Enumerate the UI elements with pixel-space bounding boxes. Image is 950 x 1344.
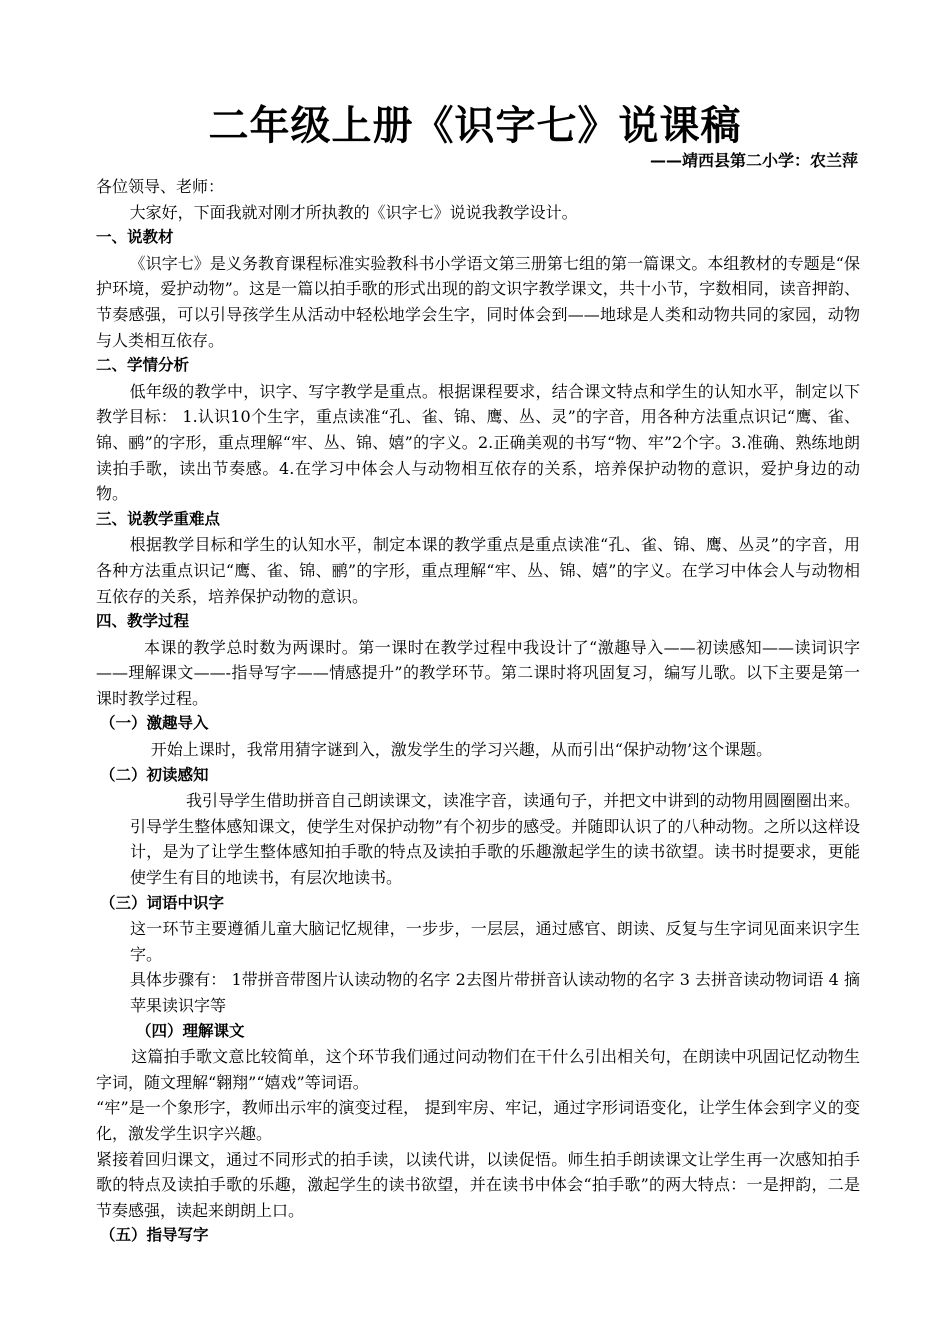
- greeting: 各位领导、老师：: [96, 177, 225, 196]
- paragraph-materials: 《识字七》是义务教育课程标准实验教科书小学语文第三册第七组的第一篇课文。本组教材的专题是“保护环境，爱护动物”。这是一篇以拍手歌的形式出现的韵文识字教学课文，共十小节，字数相同，读音押韵、节奏感强，可以引导孩学生从活动中轻松地学会生字，同时体会到——地球是人类和动物共同的家园，动物与人类相互依存。: [96, 253, 860, 350]
- paragraph-subsection-4a: 这篇拍手歌文意比较简单，这个环节我们通过问动物们在干什么引出相关句，在朗读中巩固记忆动物生字词，随文理解“翱翔”“嬉戏”等词语。: [96, 1047, 860, 1092]
- paragraph-subsection-4b: “牢”是一个象形字，教师出示牢的演变过程， 提到牢房、牢记，通过字形词语变化，让学生体会到字义的变化，激发学生识字兴趣。: [96, 1098, 860, 1143]
- section-heading-analysis: 二、学情分析: [96, 356, 190, 375]
- intro-paragraph: 大家好，下面我就对刚才所执教的《识字七》说说我教学设计。: [129, 202, 578, 222]
- subsection-heading-1: （一）激趣导入: [100, 714, 209, 733]
- page-title: 二年级上册《识字七》说课稿: [208, 103, 742, 149]
- subsection-heading-4: （四）理解课文: [136, 1021, 245, 1040]
- section-heading-process: 四、教学过程: [96, 612, 190, 631]
- paragraph-key-points: 根据教学目标和学生的认知水平，制定本课的教学重点是重点读准“孔、雀、锦、鹰、丛灵”的字音，用各种方法重点识记“鹰、雀、锦、鹂”的字形，重点理解“牢、丛、锦、嬉”的字义。在学习中体会人与动物相互依存的关系，培养保护动物的意识。: [96, 535, 860, 606]
- paragraph-subsection-4c: 紧接着回归课文，通过不同形式的拍手读，以读代讲，以读促悟。师生拍手朗读课文让学生再一次感知拍手歌的特点及读拍手歌的乐趣，激起学生的读书欲望，并在读书中体会“拍手歌”的两大特点：一是押韵，二是节奏感强，读起来朗朗上口。: [96, 1149, 860, 1220]
- section-heading-materials: 一、说教材: [96, 228, 174, 247]
- subsection-heading-5: （五）指导写字: [100, 1226, 209, 1245]
- subsection-heading-3: （三）词语中识字: [100, 893, 225, 912]
- document-body: [96, 174, 860, 1249]
- paragraph-subsection-1: 开始上课时，我常用猜字谜到入，激发学生的学习兴趣，从而引出“保护动物’这个课题。: [150, 740, 773, 760]
- paragraph-subsection-3a: 这一环节主要遵循儿童大脑记忆规律，一步步，一层层，通过感官、朗读、反复与生字词见面来识字生字。: [130, 919, 860, 964]
- subsection-heading-2: （二）初读感知: [100, 765, 209, 784]
- section-heading-key-points: 三、说教学重难点: [96, 509, 221, 528]
- paragraph-analysis: 低年级的教学中，识字、写字教学是重点。根据课程要求，结合课文特点和学生的认知水平，制定以下教学目标： 1.认识10个生字，重点读准“孔、雀、锦、鹰、丛、灵”的字音，用各种方法重点识记“鹰、雀、锦、鹂”的字形，重点理解“牢、丛、锦、嬉”的字义。2.正确美观的书写“物、牢”2个字。3.准确、熟练地朗读拍手歌，读出节奏感。4.在学习中体会人与动物相互依存的关系，培养保护动物的意识，爱护身边的动物。: [96, 381, 860, 504]
- paragraph-process: 本课的教学总时数为两课时。第一课时在教学过程中我设计了“激趣导入——初读感知——读词识字——理解课文——-指导写字——情感提升”的教学环节。第二课时将巩固复习，编写儿歌。以下主要是第一课时教学过程。: [96, 637, 860, 708]
- paragraph-subsection-3b: 具体步骤有： 1带拼音带图片认读动物的名字 2去图片带拼音认读动物的名字 3 去拼音读动物词语 4 摘苹果读识字等: [130, 970, 860, 1015]
- author-byline: ——靖西县第二小学：农兰萍: [649, 151, 858, 170]
- paragraph-subsection-2: 我引导学生借助拼音自己朗读课文，读准字音，读通句子，并把文中讲到的动物用圆圈圈出来。引导学生整体感知课文，使学生对保护动物”有个初步的感受。并随即认识了的八种动物。之所以这样设计，是为了让学生整体感知拍手歌的特点及读拍手歌的乐趣激起学生的读书欲望。读书时提要求，更能使学生有目的地读书，有层次地读书。: [130, 791, 860, 888]
